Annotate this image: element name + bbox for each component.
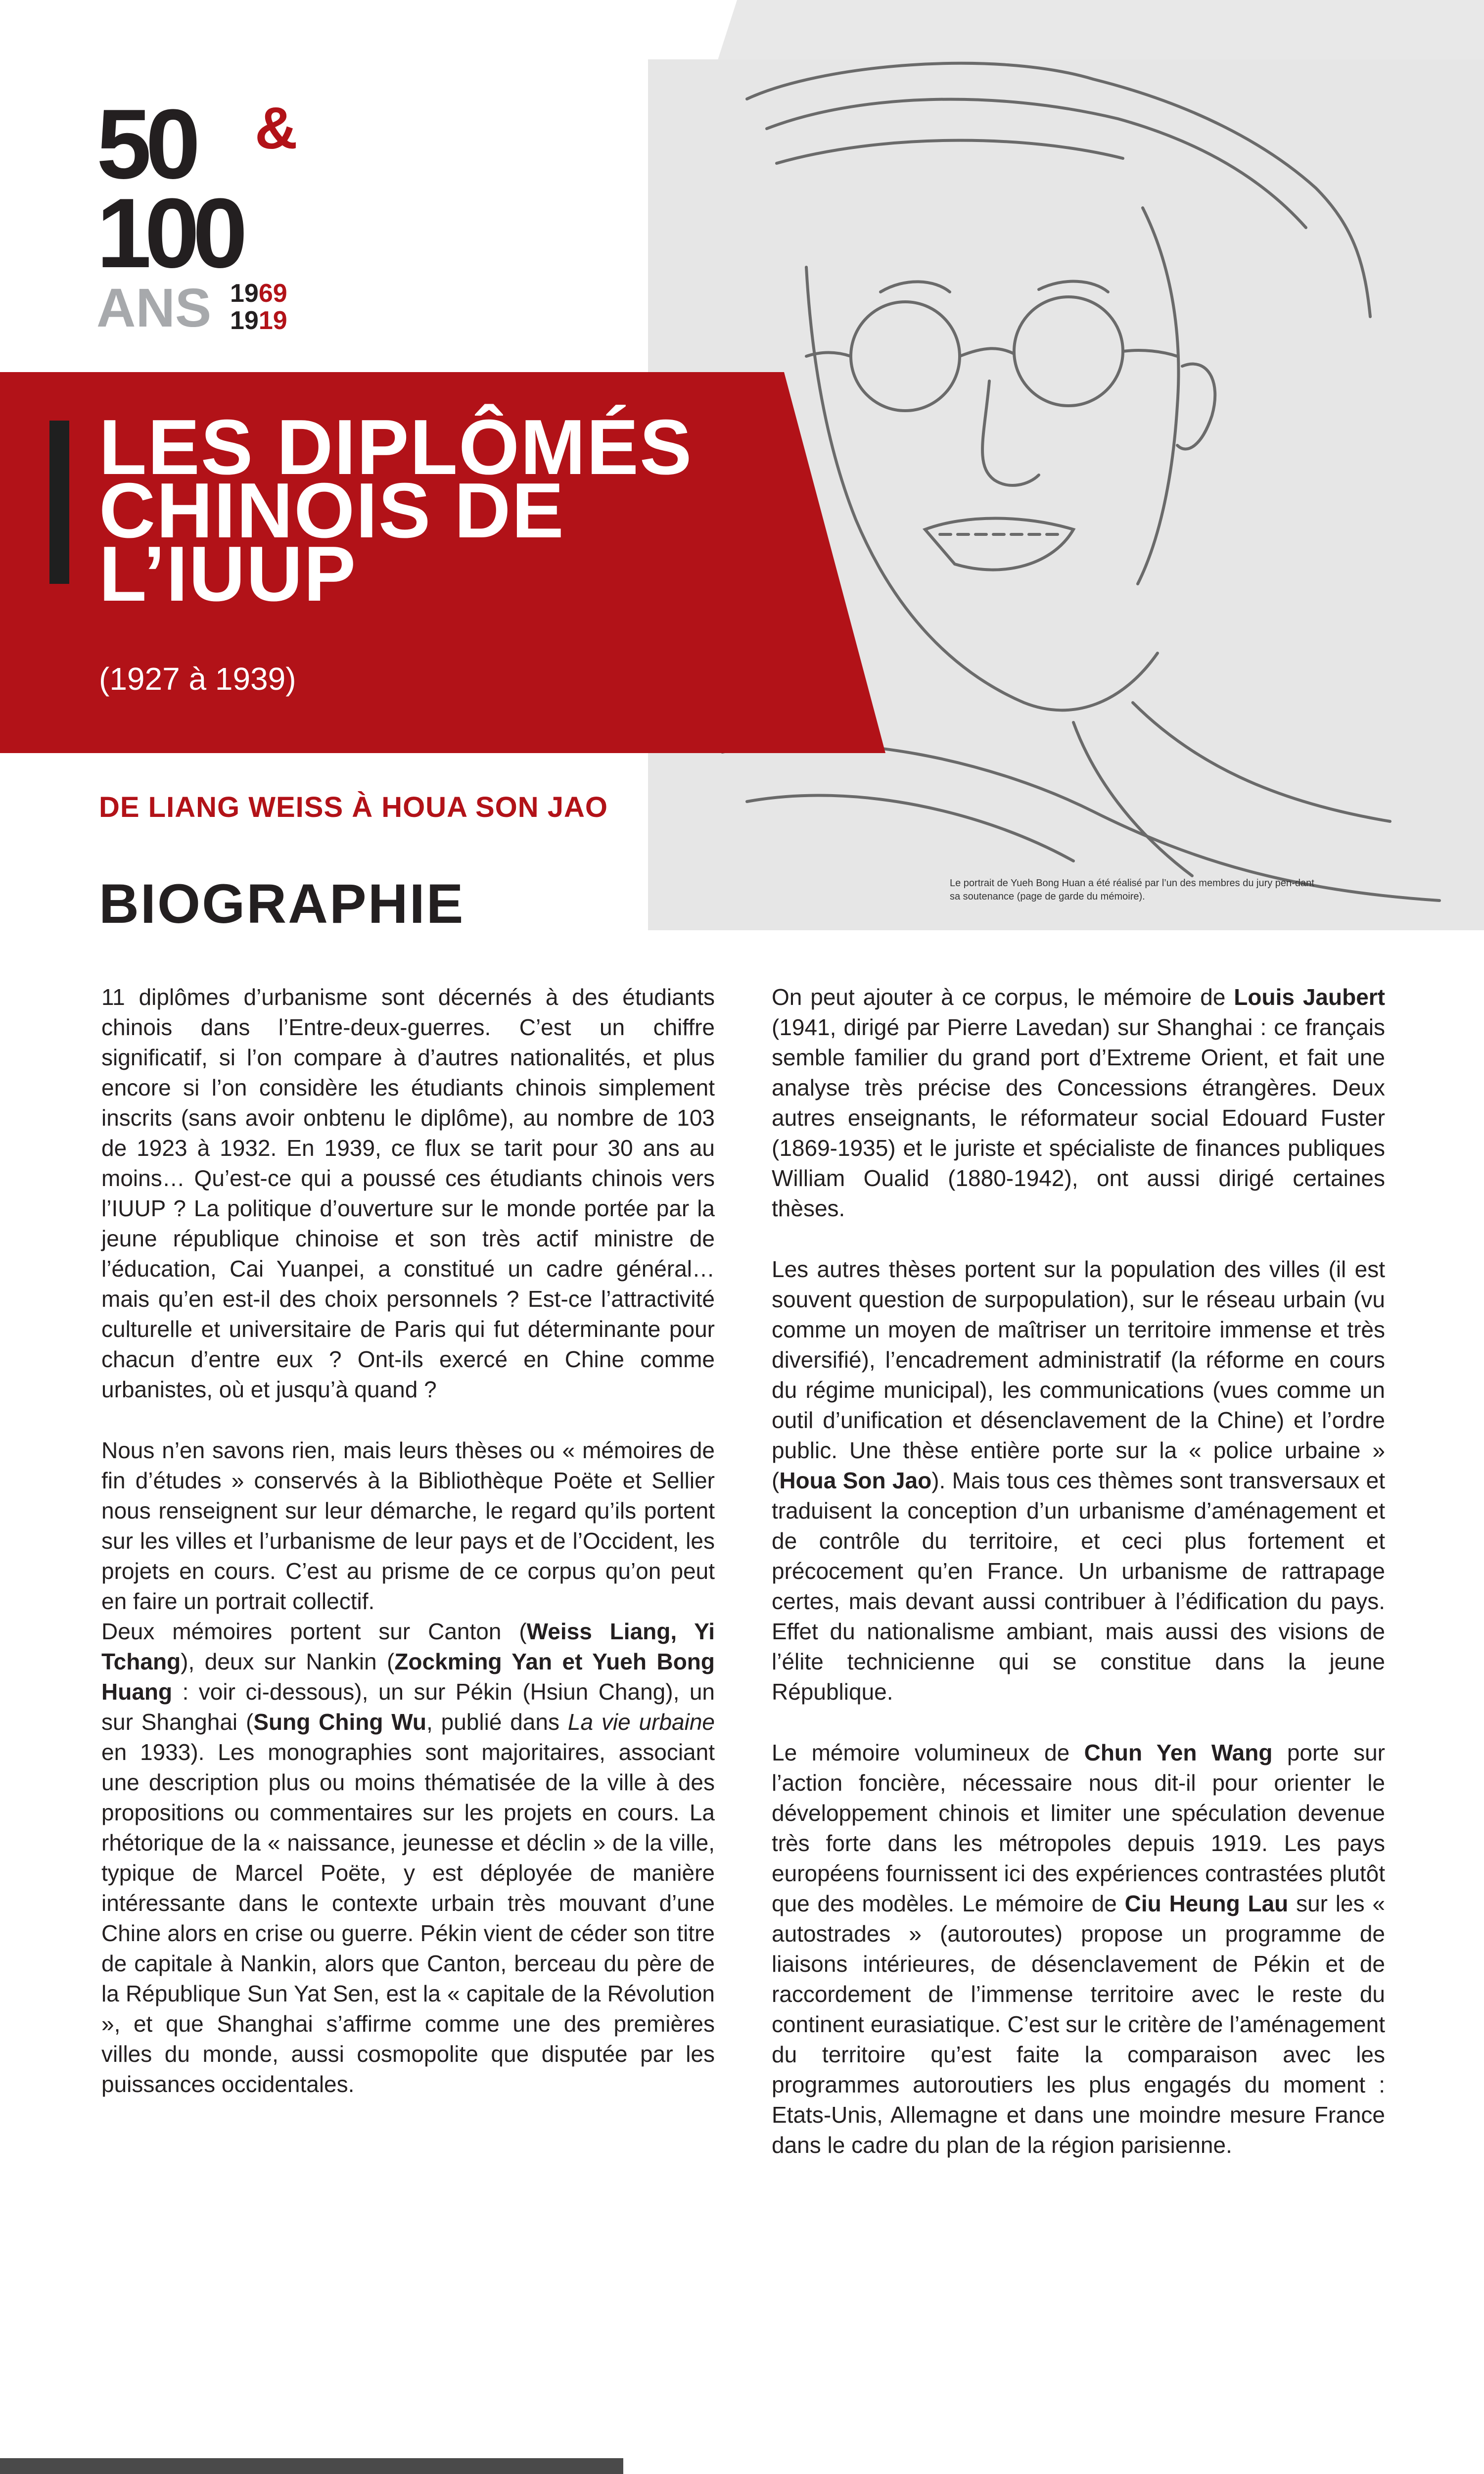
svg-text:1969: 1969 xyxy=(230,279,287,308)
bio-paragraph: Le mémoire volumineux de Chun Yen Wang porte sur l’action foncière, nécessaire nous dit-il pour orienter le développement chinois et limiter une spéculation devenue très forte dans les métropoles depuis 1919. Les pays européens fournissent ici des expériences contrastées plutôt que des modèles. Le mémoire de Ciu Heung Lau sur les « autostrades » (autoroutes) propose un programme de liaisons intérieures, de désenclavement de Pékin et de raccordement de l’immense territoire avec le reste du continent eurasiatique. C’est sur le critère de l’aménagement du territoire qu’est faite la comparaison avec les programmes autoroutiers les plus engagés du moment : Etats-Unis, Allemagne et dans une moindre mesure France dans le cadre du plan de la région parisienne. xyxy=(772,1740,1385,2158)
title-years: (1927 à 1939) xyxy=(99,661,296,697)
svg-text:&: & xyxy=(255,95,298,161)
svg-text:100: 100 xyxy=(96,178,241,288)
anniversary-logo xyxy=(96,94,354,341)
map-panel xyxy=(0,2458,623,2474)
page-title: LES DIPLÔMÉS CHINOIS DE L’IUUP xyxy=(99,404,693,618)
svg-text:1919: 1919 xyxy=(230,306,287,335)
bio-paragraph: Deux mémoires portent sur Canton (Weiss Liang, Yi Tchang), deux sur Nankin (Zockming Yan et Yueh Bong Huang : voir ci-dessous), un sur Pékin (Hsiun Chang), un sur Shanghai (Sung Ching Wu, publié dans La vie urbaine en 1933). Les monographies sont majoritaires, associant une description plus ou moins thématisée de la ville à des propositions ou commentaires sur les projets en cours. La rhétorique de la « naissance, jeunesse et déclin » de la ville, typique de Marcel Poëte, y est déployée de manière intéressante dans le contexte urbain très mouvant d’une Chine alors en crise ou guerre. Pékin vient de céder son titre de capitale à Nankin, alors que Canton, berceau du père de la République Sun Yat Sen, est la « capitale de la Révolution », et que Shanghai s’affirme comme une des premières villes du monde, aussi cosmopolite que disputée par les puissances occidentales. xyxy=(101,1618,715,2097)
bio-paragraph: Nous n’en savons rien, mais leurs thèses ou « mémoires de fin d’études » conservés à la Bibliothèque Poëte et Sellier nous renseignent sur leur démarche, le regard qu’ils portent sur les villes et l’urbanisme de leur pays et de l’Occident, les projets en cours. C’est au prisme de ce corpus qu’on peut en faire un portrait collectif. xyxy=(101,1437,715,1614)
bio-paragraph: Les autres thèses portent sur la population des villes (il est souvent question de surpopulation), sur le réseau urbain (vu comme un moyen de maîtriser un territoire immense et très diversifié), l’encadrement administratif (la réforme en cours du régime municipal), les communications (vues comme un outil d’unification et désenclavement de la Chine) et l’ordre public. Une thèse entière porte sur la « police urbaine » (Houa Son Jao). Mais tous ces thèmes sont transversaux et traduisent la conception d’un urbanisme d’aménagement et de contrôle du territoire, et ceci plus fortement et précocement qu’en France. Un urbanisme de rattrapage certes, mais devant aussi contribuer à l’édification du pays. Effet du nationalisme ambiant, mais aussi des visions de l’élite technicienne qui se constitue dans la jeune République. xyxy=(772,1256,1385,1705)
portrait-caption: Le portrait de Yueh Bong Huan a été réalisé par l’un des membres du jury pen-dant sa soutenance (page de garde du mémoire). xyxy=(950,878,1314,902)
biographie-left-column xyxy=(101,982,715,2130)
title-accent-bar xyxy=(49,421,69,584)
bio-paragraph: On peut ajouter à ce corpus, le mémoire de Louis Jaubert (1941, dirigé par Pierre Lavedan) sur Shanghai : ce français semble familier du grand port d’Extreme Orient, et fait une analyse très précise des Concessions étrangères. Deux autres enseignants, le réformateur social Edouard Fuster (1869-1935) et le juriste et spécialiste de finances publiques William Oualid (1880-1942), ont aussi dirigé certaines thèses. xyxy=(772,984,1385,1221)
bio-paragraph: 11 diplômes d’urbanisme sont décernés à des étudiants chinois dans l’Entre-deux-guerres. C’est un chiffre significatif, si l’on compare à d’autres nationalités, et plus encore si l’on considère les étudiants chinois simplement inscrits (sans avoir onbtenu le diplôme), au nombre de 103 de 1923 à 1932. En 1939, ce flux se tarit pour 30 ans au moins… Qu’est-ce qui a poussé ces étudiants chinois vers l’IUUP ? La politique d’ouverture sur le monde portée par la jeune république chinoise et son très actif ministre de l’éducation, Cai Yuanpei, a constitué un cadre général… mais qu’en est-il des choix personnels ? Est-ce l’attractivité culturelle et universitaire de Paris qui fut déterminante pour chacun d’entre eux ? Ont-ils exercé en Chine comme urbanistes, où et jusqu’à quand ? xyxy=(101,984,715,1402)
biographie-heading: BIOGRAPHIE xyxy=(99,873,465,935)
svg-text:50: 50 xyxy=(96,94,195,199)
biographie-right-column xyxy=(772,982,1385,2191)
section-subtitle: DE LIANG WEISS À HOUA SON JAO xyxy=(99,791,608,823)
svg-text:ANS: ANS xyxy=(96,278,212,338)
